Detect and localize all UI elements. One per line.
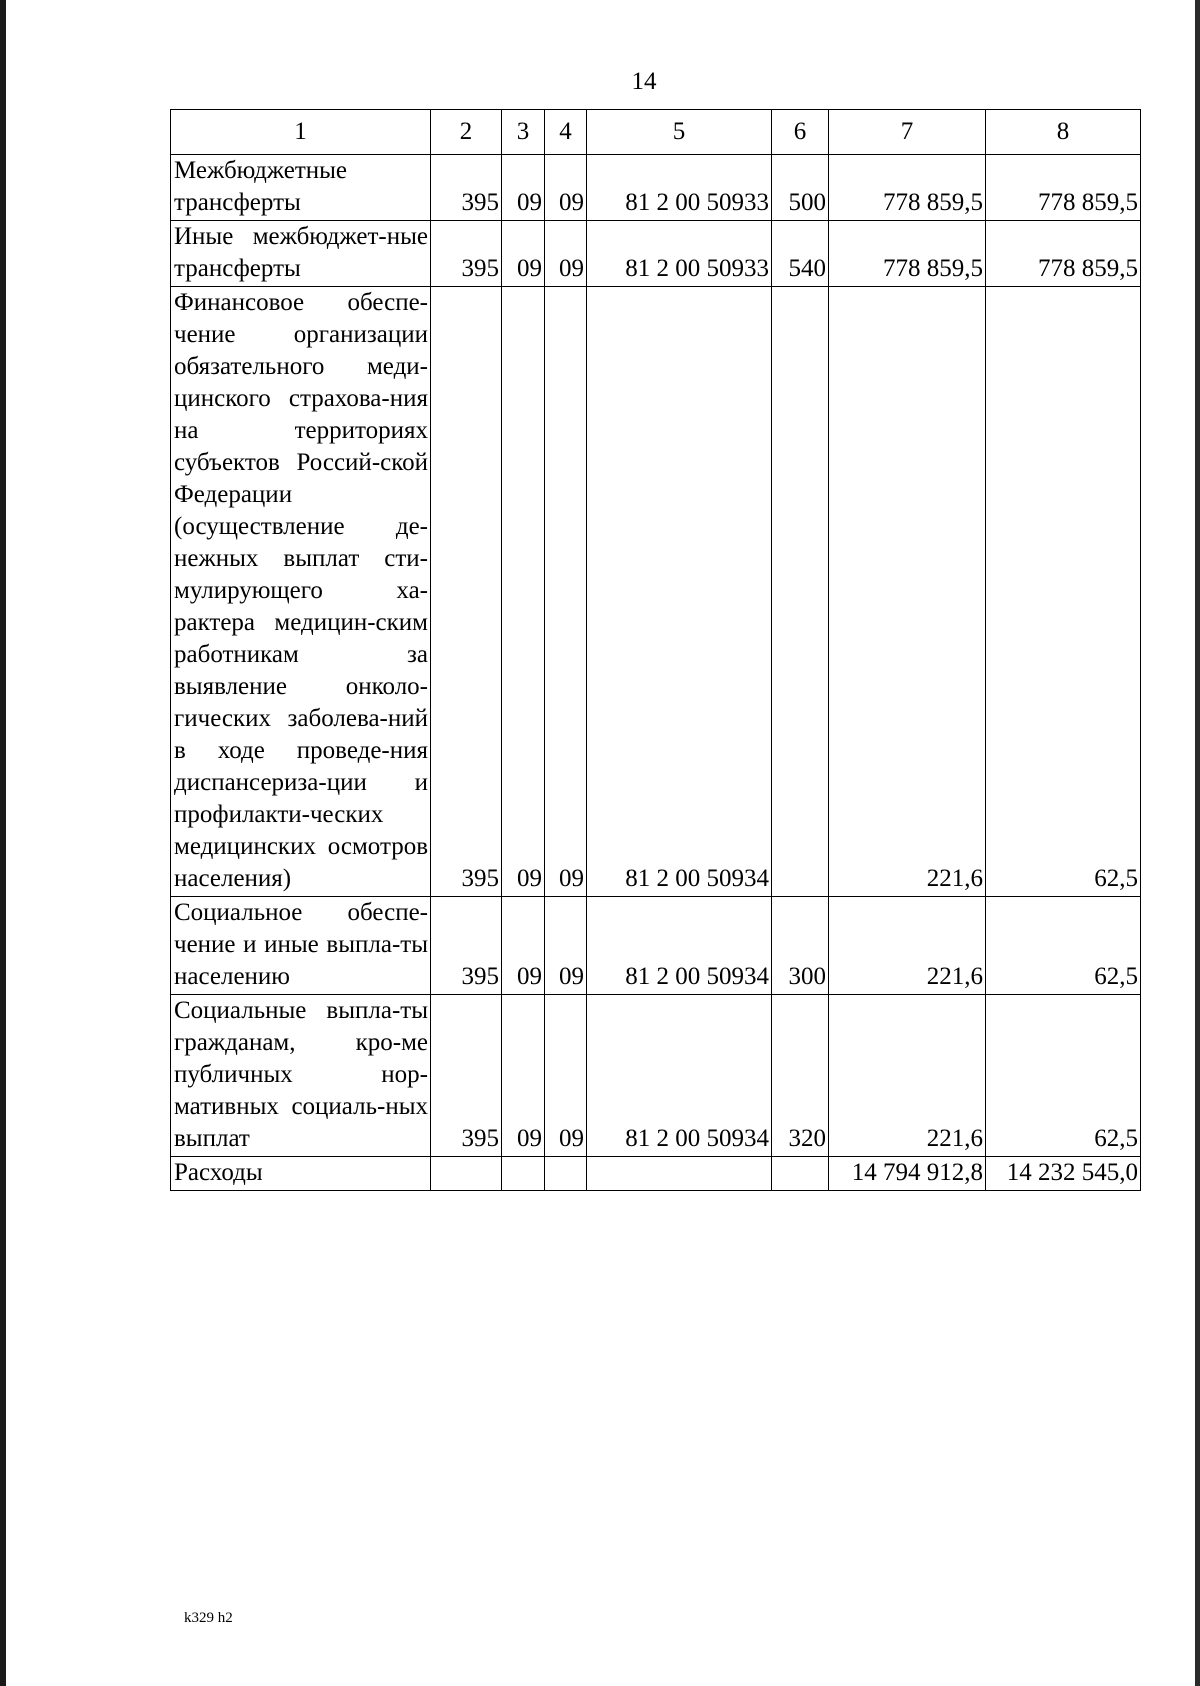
header-cell: 5 bbox=[587, 110, 772, 155]
section-cell: 09 bbox=[502, 221, 545, 287]
amount-col8-cell: 62,5 bbox=[986, 287, 1141, 897]
amount-col7-cell: 221,6 bbox=[829, 287, 986, 897]
page-number: 14 bbox=[631, 68, 657, 95]
target-article-cell: 81 2 00 50933 bbox=[587, 155, 772, 221]
header-cell: 6 bbox=[772, 110, 829, 155]
row-name-cell: Расходы bbox=[171, 1157, 431, 1191]
table-row bbox=[171, 995, 1141, 1157]
row-name-cell: Иные межбюджет-ные трансферты bbox=[171, 221, 431, 287]
row-name-cell: Межбюджетные трансферты bbox=[171, 155, 431, 221]
row-name-cell: Финансовое обеспе-чение организации обязательного меди-цинского страхова-ния на территориях субъектов Россий-ской Федерации (осуществление де-нежных выплат сти-мулирующего ха-рактера медицин-ским работникам за выявление онколо-гических заболева-ний в ходе проведе-ния диспансериза-ции и профилакти-ческих медицинских осмотров населения) bbox=[171, 287, 431, 897]
section-cell: 09 bbox=[502, 287, 545, 897]
admin-code-cell: 395 bbox=[431, 155, 502, 221]
amount-col8-cell: 14 232 545,0 bbox=[986, 1157, 1141, 1191]
row-name-cell: Социальное обеспе-чение и иные выпла-ты населению bbox=[171, 897, 431, 995]
expense-type-cell: 320 bbox=[772, 995, 829, 1157]
amount-col7-cell: 14 794 912,8 bbox=[829, 1157, 986, 1191]
header-cell: 2 bbox=[431, 110, 502, 155]
admin-code-cell: 395 bbox=[431, 221, 502, 287]
amount-col8-cell: 62,5 bbox=[986, 897, 1141, 995]
amount-col7-cell: 221,6 bbox=[829, 897, 986, 995]
row-name-cell: Социальные выпла-ты гражданам, кро-ме публичных нор-мативных социаль-ных выплат bbox=[171, 995, 431, 1157]
section-cell: 09 bbox=[502, 995, 545, 1157]
amount-col8-cell: 62,5 bbox=[986, 995, 1141, 1157]
amount-col7-cell: 221,6 bbox=[829, 995, 986, 1157]
expense-type-cell bbox=[772, 1157, 829, 1191]
section-cell bbox=[502, 1157, 545, 1191]
expense-type-cell: 300 bbox=[772, 897, 829, 995]
admin-code-cell: 395 bbox=[431, 995, 502, 1157]
target-article-cell: 81 2 00 50934 bbox=[587, 995, 772, 1157]
subsection-cell: 09 bbox=[545, 897, 587, 995]
table-row bbox=[171, 221, 1141, 287]
footer-code: k329 h2 bbox=[184, 1610, 233, 1626]
admin-code-cell bbox=[431, 1157, 502, 1191]
expense-type-cell: 540 bbox=[772, 221, 829, 287]
amount-col8-cell: 778 859,5 bbox=[986, 155, 1141, 221]
header-cell: 1 bbox=[171, 110, 431, 155]
scan-edge-right bbox=[1195, 0, 1200, 1686]
scan-edge-left bbox=[0, 0, 6, 1686]
target-article-cell bbox=[587, 1157, 772, 1191]
header-cell: 7 bbox=[829, 110, 986, 155]
expense-type-cell: 500 bbox=[772, 155, 829, 221]
admin-code-cell: 395 bbox=[431, 287, 502, 897]
table-row bbox=[171, 897, 1141, 995]
table-row bbox=[171, 287, 1141, 897]
subsection-cell bbox=[545, 1157, 587, 1191]
amount-col8-cell: 778 859,5 bbox=[986, 221, 1141, 287]
target-article-cell: 81 2 00 50934 bbox=[587, 287, 772, 897]
table-row bbox=[171, 155, 1141, 221]
table-row-total bbox=[171, 1157, 1141, 1191]
target-article-cell: 81 2 00 50933 bbox=[587, 221, 772, 287]
header-cell: 3 bbox=[502, 110, 545, 155]
header-cell: 4 bbox=[545, 110, 587, 155]
subsection-cell: 09 bbox=[545, 221, 587, 287]
amount-col7-cell: 778 859,5 bbox=[829, 155, 986, 221]
subsection-cell: 09 bbox=[545, 287, 587, 897]
admin-code-cell: 395 bbox=[431, 897, 502, 995]
amount-col7-cell: 778 859,5 bbox=[829, 221, 986, 287]
budget-table bbox=[170, 109, 1141, 1191]
header-cell: 8 bbox=[986, 110, 1141, 155]
subsection-cell: 09 bbox=[545, 155, 587, 221]
section-cell: 09 bbox=[502, 897, 545, 995]
target-article-cell: 81 2 00 50934 bbox=[587, 897, 772, 995]
table-header-row bbox=[171, 110, 1141, 155]
section-cell: 09 bbox=[502, 155, 545, 221]
subsection-cell: 09 bbox=[545, 995, 587, 1157]
expense-type-cell bbox=[772, 287, 829, 897]
